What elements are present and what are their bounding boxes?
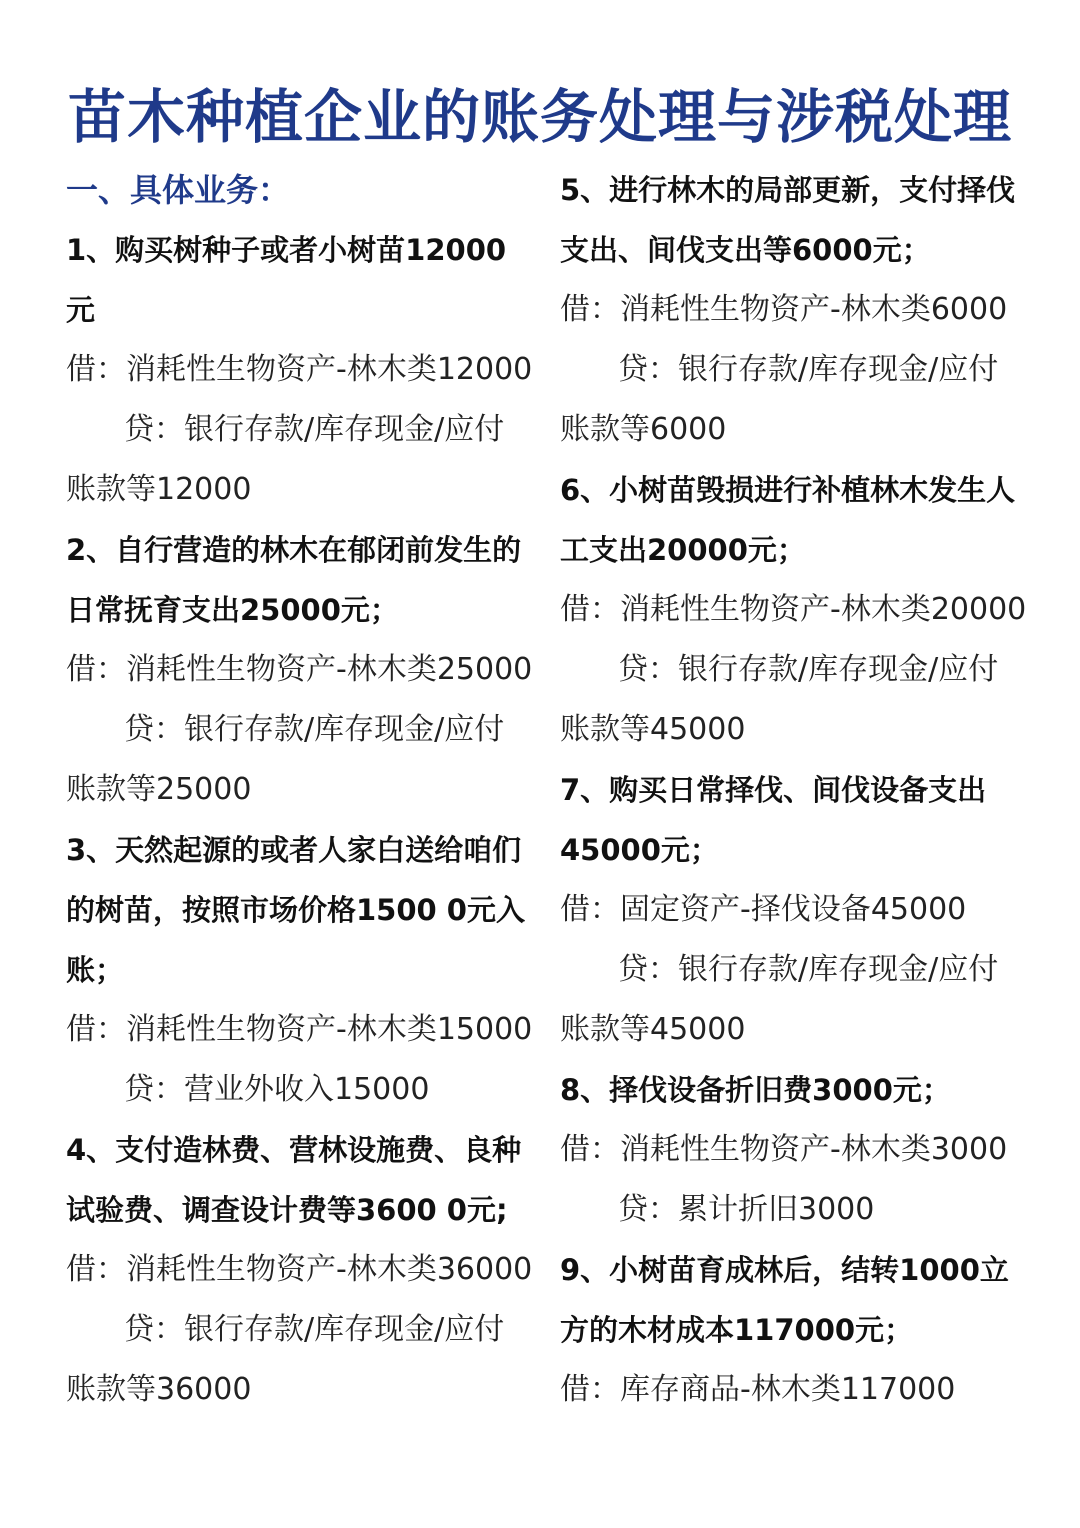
debit-line: 借：固定资产-择伐设备45000 [560,892,967,927]
item-title-line: 账； [66,953,125,987]
item-title-line: 日常抚育支出25000元； [66,593,399,627]
item-title-line: 的树苗，按照市场价格1500 0元入 [66,893,525,927]
credit-line-cont: 账款等6000 [560,412,727,447]
debit-line: 借：消耗性生物资产-林木类15000 [66,1012,533,1047]
credit-line: 贷：营业外收入15000 [124,1072,430,1107]
credit-line: 贷：银行存款/库存现金/应付 [124,712,505,747]
item-title-line: 9、小树苗育成林后，结转1000立 [560,1253,1009,1287]
item-title-line: 7、购买日常择伐、间伐设备支出 [560,773,987,807]
item-title-line: 6、小树苗毁损进行补植林木发生人 [560,473,1016,507]
entry-item-7 [560,760,1020,1060]
item-title-line: 元 [66,293,96,327]
debit-line: 借：库存商品-林木类117000 [560,1372,956,1407]
left-column [66,160,533,1420]
credit-line: 贷：累计折旧3000 [618,1192,875,1227]
credit-line-cont: 账款等45000 [560,712,746,747]
entry-item-8 [560,1060,1020,1240]
item-title-line: 8、择伐设备折旧费3000元； [560,1073,951,1107]
item-title-line: 45000元； [560,833,719,867]
item-title-line: 支出、间伐支出等6000元； [560,233,931,267]
item-title-line: 5、进行林木的局部更新，支付择伐 [560,173,1016,207]
credit-line: 贷：银行存款/库存现金/应付 [124,412,505,447]
item-title-line: 3、天然起源的或者人家白送给咱们 [66,833,522,867]
credit-line-cont: 账款等36000 [66,1372,252,1407]
debit-line: 借：消耗性生物资产-林木类3000 [560,1132,1008,1167]
entry-item-9 [560,1240,1020,1420]
entry-item-6 [560,460,1027,760]
entry-item-2 [66,520,533,820]
entry-item-1 [66,220,533,520]
debit-line: 借：消耗性生物资产-林木类12000 [66,352,533,387]
credit-line-cont: 账款等12000 [66,472,252,507]
debit-line: 借：消耗性生物资产-林木类25000 [66,652,533,687]
section-heading: 一、具体业务： [66,171,291,209]
debit-line: 借：消耗性生物资产-林木类6000 [560,292,1008,327]
credit-line: 贷：银行存款/库存现金/应付 [618,352,999,387]
page-title: 苗木种植企业的账务处理与涉税处理 [67,83,1012,151]
debit-line: 借：消耗性生物资产-林木类20000 [560,592,1027,627]
entry-item-5 [560,160,1020,460]
entry-item-3 [66,820,533,1120]
entry-item-4 [66,1120,533,1420]
item-title-line: 试验费、调查设计费等3600 0元; [66,1193,508,1227]
credit-line: 贷：银行存款/库存现金/应付 [618,952,999,987]
item-title-line: 1、购买树种子或者小树苗12000 [66,233,507,267]
credit-line: 贷：银行存款/库存现金/应付 [124,1312,505,1347]
item-title-line: 工支出20000元； [560,533,806,567]
credit-line-cont: 账款等45000 [560,1012,746,1047]
credit-line-cont: 账款等25000 [66,772,252,807]
item-title-line: 4、支付造林费、营林设施费、良种 [66,1133,522,1167]
item-title-line: 方的木材成本117000元； [560,1313,914,1347]
credit-line: 贷：银行存款/库存现金/应付 [618,652,999,687]
debit-line: 借：消耗性生物资产-林木类36000 [66,1252,533,1287]
right-column [560,160,1027,1420]
item-title-line: 2、自行营造的林木在郁闭前发生的 [66,533,522,567]
